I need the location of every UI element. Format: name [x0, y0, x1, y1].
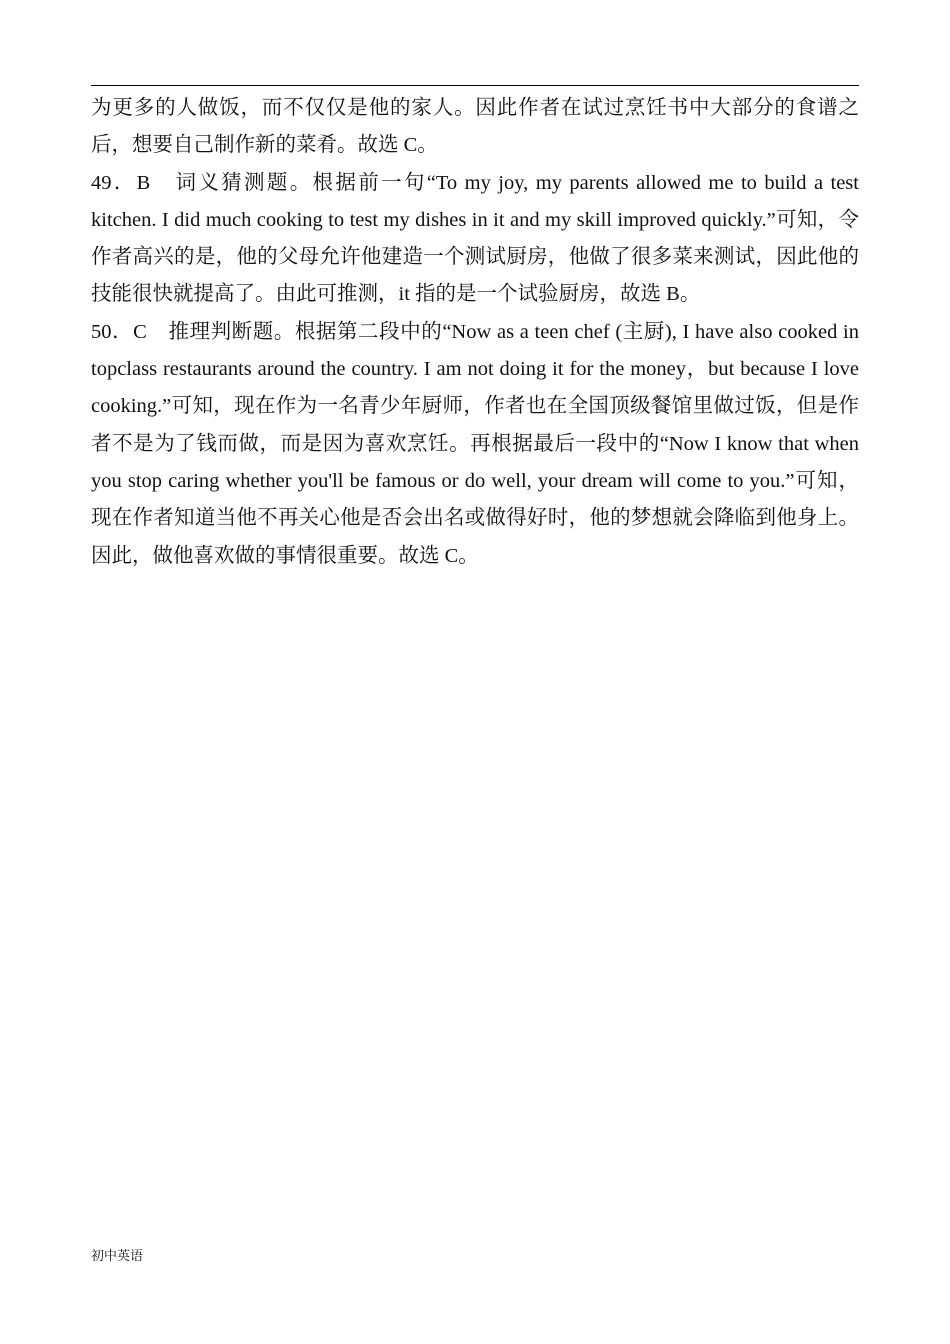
answer-49-explanation: 49．B 词义猜测题。根据前一句“To my joy, my parents allowed me to build a test kitchen. I did much cooking to test my dishes in it and my skill improved quickly.”可知，令作者高兴的是，他的父母允许他建造一个测试厨房，他做了很多菜来测试，因此他的技能很快就提高了。由此可推测，it 指的是一个试验厨房，故选 B。: [91, 171, 859, 306]
document-body: [91, 90, 859, 575]
header-rule: [91, 85, 859, 86]
answer-50-explanation: 50．C 推理判断题。根据第二段中的“Now as a teen chef (主厨), I have also cooked in topclass restaurants around the country. I am not doing it for the money，but because I love cooking.”可知，现在作为一名青少年厨师，作者也在全国顶级餐馆里做过饭，但是作者不是为了钱而做，而是因为喜欢烹饪。再根据最后一段中的“Now I know that when you stop caring whether you'll be famous or do well, your dream will come to you.”可知，现在作者知道当他不再关心他是否会出名或做得好时，他的梦想就会降临到他身上。因此，做他喜欢做的事情很重要。故选 C。: [91, 320, 859, 567]
paragraph-continuation: 为更多的人做饭，而不仅仅是他的家人。因此作者在试过烹饪书中大部分的食谱之后，想要自己制作新的菜肴。故选 C。: [91, 97, 859, 157]
page-footer: 初中英语: [91, 1248, 144, 1263]
